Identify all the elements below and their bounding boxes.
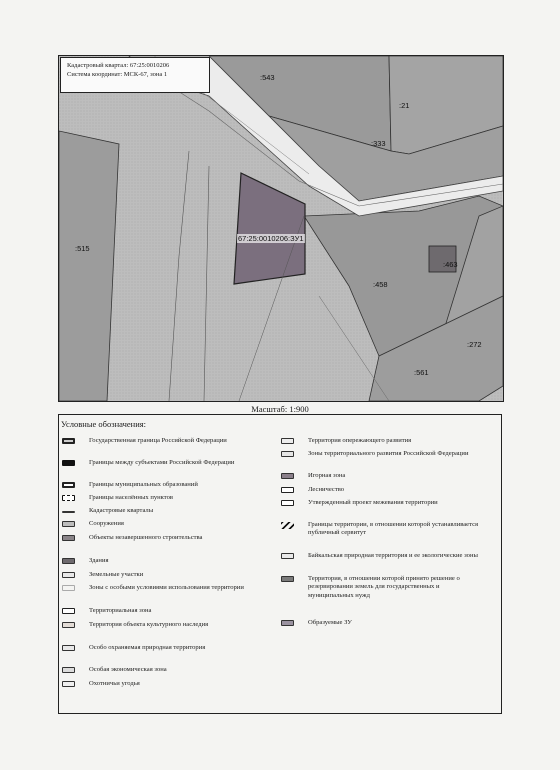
reserved-land-icon bbox=[281, 576, 294, 582]
protected-area-icon bbox=[62, 645, 75, 651]
legend-title: Условные обозначения: bbox=[61, 419, 147, 429]
parcel-label-561[interactable]: :561 bbox=[414, 368, 429, 377]
baikal-territory-icon bbox=[281, 553, 294, 559]
border-municipal-icon bbox=[62, 482, 75, 488]
border-state-icon bbox=[62, 438, 75, 444]
forestry-icon bbox=[281, 487, 294, 493]
border-settlement-icon bbox=[62, 495, 75, 501]
land-plots-icon bbox=[62, 572, 75, 578]
special-economic-zone-icon bbox=[62, 667, 75, 673]
legend bbox=[58, 414, 502, 714]
map-drawing bbox=[59, 56, 503, 401]
legend-item-cadastral-quarter: Кадастровые кварталы bbox=[62, 507, 262, 515]
legend-item-baikal-territory: Байкальская природная территория и ее экологические зоны bbox=[281, 552, 481, 560]
legend-item-territorial-zone: Территориальная зона bbox=[62, 607, 262, 615]
legend-item-public-easement: Границы территории, в отношении которой устанавливается публичный сервитут bbox=[281, 521, 481, 538]
parcel-label-zu1[interactable]: 67:25:0010206:ЗУ1 bbox=[238, 234, 304, 243]
cadastral-quarter-icon bbox=[62, 511, 75, 513]
formed-plots-icon bbox=[281, 620, 294, 626]
parcel-label-458[interactable]: :458 bbox=[373, 280, 388, 289]
legend-item-settlement-border: Границы населённых пунктов bbox=[62, 494, 262, 502]
cadastral-quarter-line: Кадастровый квартал: 67:25:0010206 bbox=[67, 62, 170, 69]
special-zones-icon bbox=[62, 585, 75, 591]
hunting-grounds-icon bbox=[62, 681, 75, 687]
legend-item-buildings: Здания bbox=[62, 557, 262, 565]
parcel-label-272[interactable]: :272 bbox=[467, 340, 482, 349]
public-easement-icon bbox=[281, 522, 294, 529]
legend-item-hunting-grounds: Охотничьи угодья bbox=[62, 680, 262, 688]
legend-item-special-zones: Зоны с особыми условиями использования территории bbox=[62, 584, 262, 592]
parcel-label-21[interactable]: :21 bbox=[399, 101, 410, 110]
survey-project-icon bbox=[281, 500, 294, 506]
cultural-heritage-icon bbox=[62, 622, 75, 628]
legend-item-gambling-zone: Игорная зона bbox=[281, 472, 481, 480]
cadastral-map[interactable] bbox=[58, 55, 504, 402]
parcel-label-333[interactable]: :333 bbox=[371, 139, 386, 148]
legend-item-protected-area: Особо охраняемая природная территория bbox=[62, 644, 262, 652]
legend-item-advanced-development: Территория опережающего развития bbox=[281, 437, 481, 445]
legend-item-municipal-border: Границы муниципальных образований bbox=[62, 481, 262, 489]
parcel-label-463[interactable]: :463 bbox=[443, 260, 458, 269]
advanced-development-icon bbox=[281, 438, 294, 444]
gambling-zone-icon bbox=[281, 473, 294, 479]
legend-item-unfinished-construction: Объекты незавершенного строительства bbox=[62, 534, 262, 542]
legend-item-formed-plots: Образуемые ЗУ bbox=[281, 619, 481, 627]
coordinate-system-line: Система координат: МСК-67, зона 1 bbox=[67, 71, 168, 78]
map-info-box bbox=[60, 57, 210, 93]
legend-item-state-border: Государственная граница Российской Федерации bbox=[62, 437, 262, 445]
legend-item-special-economic-zone: Особая экономическая зона bbox=[62, 666, 262, 674]
parcel-label-515[interactable]: :515 bbox=[75, 244, 90, 253]
unfinished-construction-icon bbox=[62, 535, 75, 541]
legend-item-territorial-development: Зоны территориального развития Российской Федерации bbox=[281, 450, 481, 458]
map-scale: Масштаб: 1:900 bbox=[251, 404, 309, 414]
legend-item-reserved-land: Территория, в отношении которой принято решение о резервировании земель для государственных и муниципальных нужд bbox=[281, 575, 481, 600]
buildings-icon bbox=[62, 558, 75, 564]
border-subject-icon bbox=[62, 460, 75, 466]
structures-icon bbox=[62, 521, 75, 527]
legend-item-structures: Сооружения bbox=[62, 520, 262, 528]
legend-item-cultural-heritage: Территория объекта культурного наследия bbox=[62, 621, 262, 629]
territorial-zone-icon bbox=[62, 608, 75, 614]
legend-item-forestry: Лесничество bbox=[281, 486, 481, 494]
territorial-development-icon bbox=[281, 451, 294, 457]
parcel-label-543[interactable]: :543 bbox=[260, 73, 275, 82]
legend-item-land-plots: Земельные участки bbox=[62, 571, 262, 579]
legend-item-subject-border: Границы между субъектами Российской Федерации bbox=[62, 459, 262, 467]
legend-item-survey-project: Утвержденный проект межевания территории bbox=[281, 499, 481, 507]
